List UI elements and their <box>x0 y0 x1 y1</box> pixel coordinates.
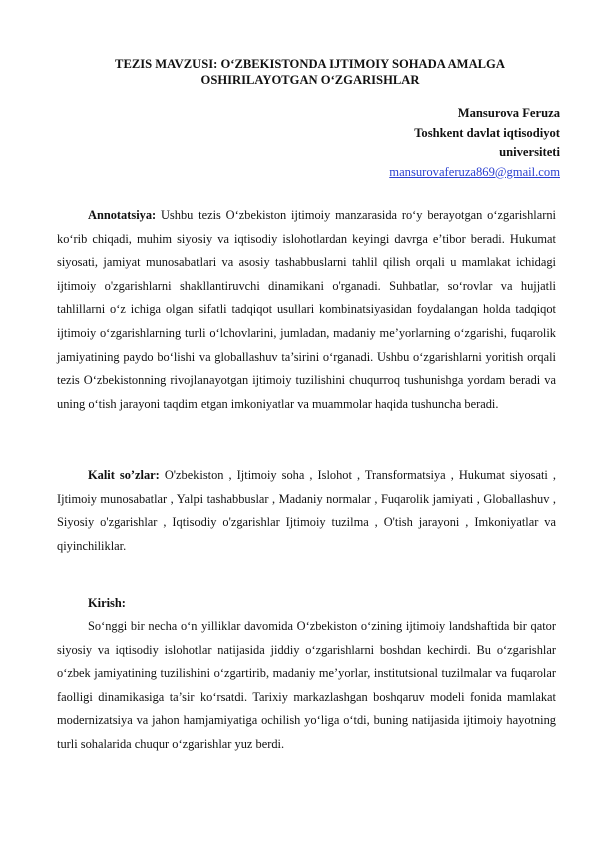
abstract-label: Annotatsiya: <box>88 208 157 222</box>
thesis-title <box>60 56 560 88</box>
author-affiliation-line-2: universiteti <box>499 145 560 159</box>
abstract-paragraph <box>57 204 556 416</box>
keywords-text: O'zbekiston , Ijtimoiy soha , Islohot , Transformatsiya , Hukumat siyosati , Ijtimoiy munosabatlar , Yalpi tashabbuslar , Madaniy normalar , Fuqarolik jamiyati , Globallashuv , Siyosiy o'zgarishlar , Iqtisodiy o'zgarishlar Ijtimoiy tuzilma , O'tish jarayoni , Imkoniyatlar va qiyinchiliklar. <box>57 468 556 553</box>
keywords-paragraph <box>57 464 556 558</box>
intro-heading: Kirish: <box>88 596 126 610</box>
author-email-link[interactable]: mansurovaferuza869@gmail.com <box>389 164 560 179</box>
title-line-2: OSHIRILAYOTGAN O‘ZGARISHLAR <box>200 73 420 87</box>
author-name: Mansurova Feruza <box>457 106 560 120</box>
author-block <box>389 104 560 182</box>
intro-paragraph: So‘nggi bir necha o‘n yilliklar davomida O‘zbekiston o‘zining ijtimoiy landshaftida bir qator siyosiy va iqtisodiy islohotlar natijasida jiddiy o‘zgarishlarni boshdan kechirdi. Bu o‘zgarishlar o‘zbek jamiyatining tuzilishini o‘zgartirib, madaniy me’yorlar, institutsional tuzilmalar va fuqarolar faolligi dinamikasiga ta’sir ko‘rsatdi. Tarixiy markazlashgan boshqaruv modeli fonida mamlakat modernizatsiya va jahon hamjamiyatiga ochilish yo‘liga o‘tdi, buning natijasida ijtimoiy hayotning turli sohalarida chuqur o‘zgarishlar yuz berdi. <box>57 619 556 751</box>
abstract-text: Ushbu tezis O‘zbekiston ijtimoiy manzarasida ro‘y berayotgan o‘zgarishlarni ko‘rib chiqadi, muhim siyosiy va iqtisodiy islohotlardan keyingi davrga e’tibor beradi. Hukumat siyosati, jamiyat munosabatlari va asosiy tashabbuslarni tahlil qilish orqali u mamlakat ichidagi ijtimoiy o'zgarishlarni shakllantiruvchi dinamikani o'rganadi. Suhbatlar, so‘rovlar va hujjatli tahlillarni o‘z ichiga olgan sifatli tadqiqot usullari kombinatsiyasidan foydalangan holda tadqiqot ijtimoiy o‘zgarishlarning turli o‘lchovlarini, jumladan, madaniy me’yorlarning o‘zgarishi, fuqarolik jamiyatining paydo bo‘lishi va globallashuv ta’sirini o‘rganadi. Ushbu o‘zgarishlarni yoritish orqali tezis O‘zbekistonning rivojlanayotgan ijtimoiy tuzilishini chuqurroq tushunishga yordam beradi va uning o‘tish jarayoni taqdim etgan imkoniyatlar va muammolar haqida tushuncha beradi. <box>57 208 556 411</box>
title-line-1: TEZIS MAVZUSI: O‘ZBEKISTONDA IJTIMOIY SOHADA AMALGA <box>115 57 505 71</box>
author-affiliation-line-1: Toshkent davlat iqtisodiyot <box>414 125 560 140</box>
keywords-label: Kalit so’zlar: <box>88 468 160 482</box>
